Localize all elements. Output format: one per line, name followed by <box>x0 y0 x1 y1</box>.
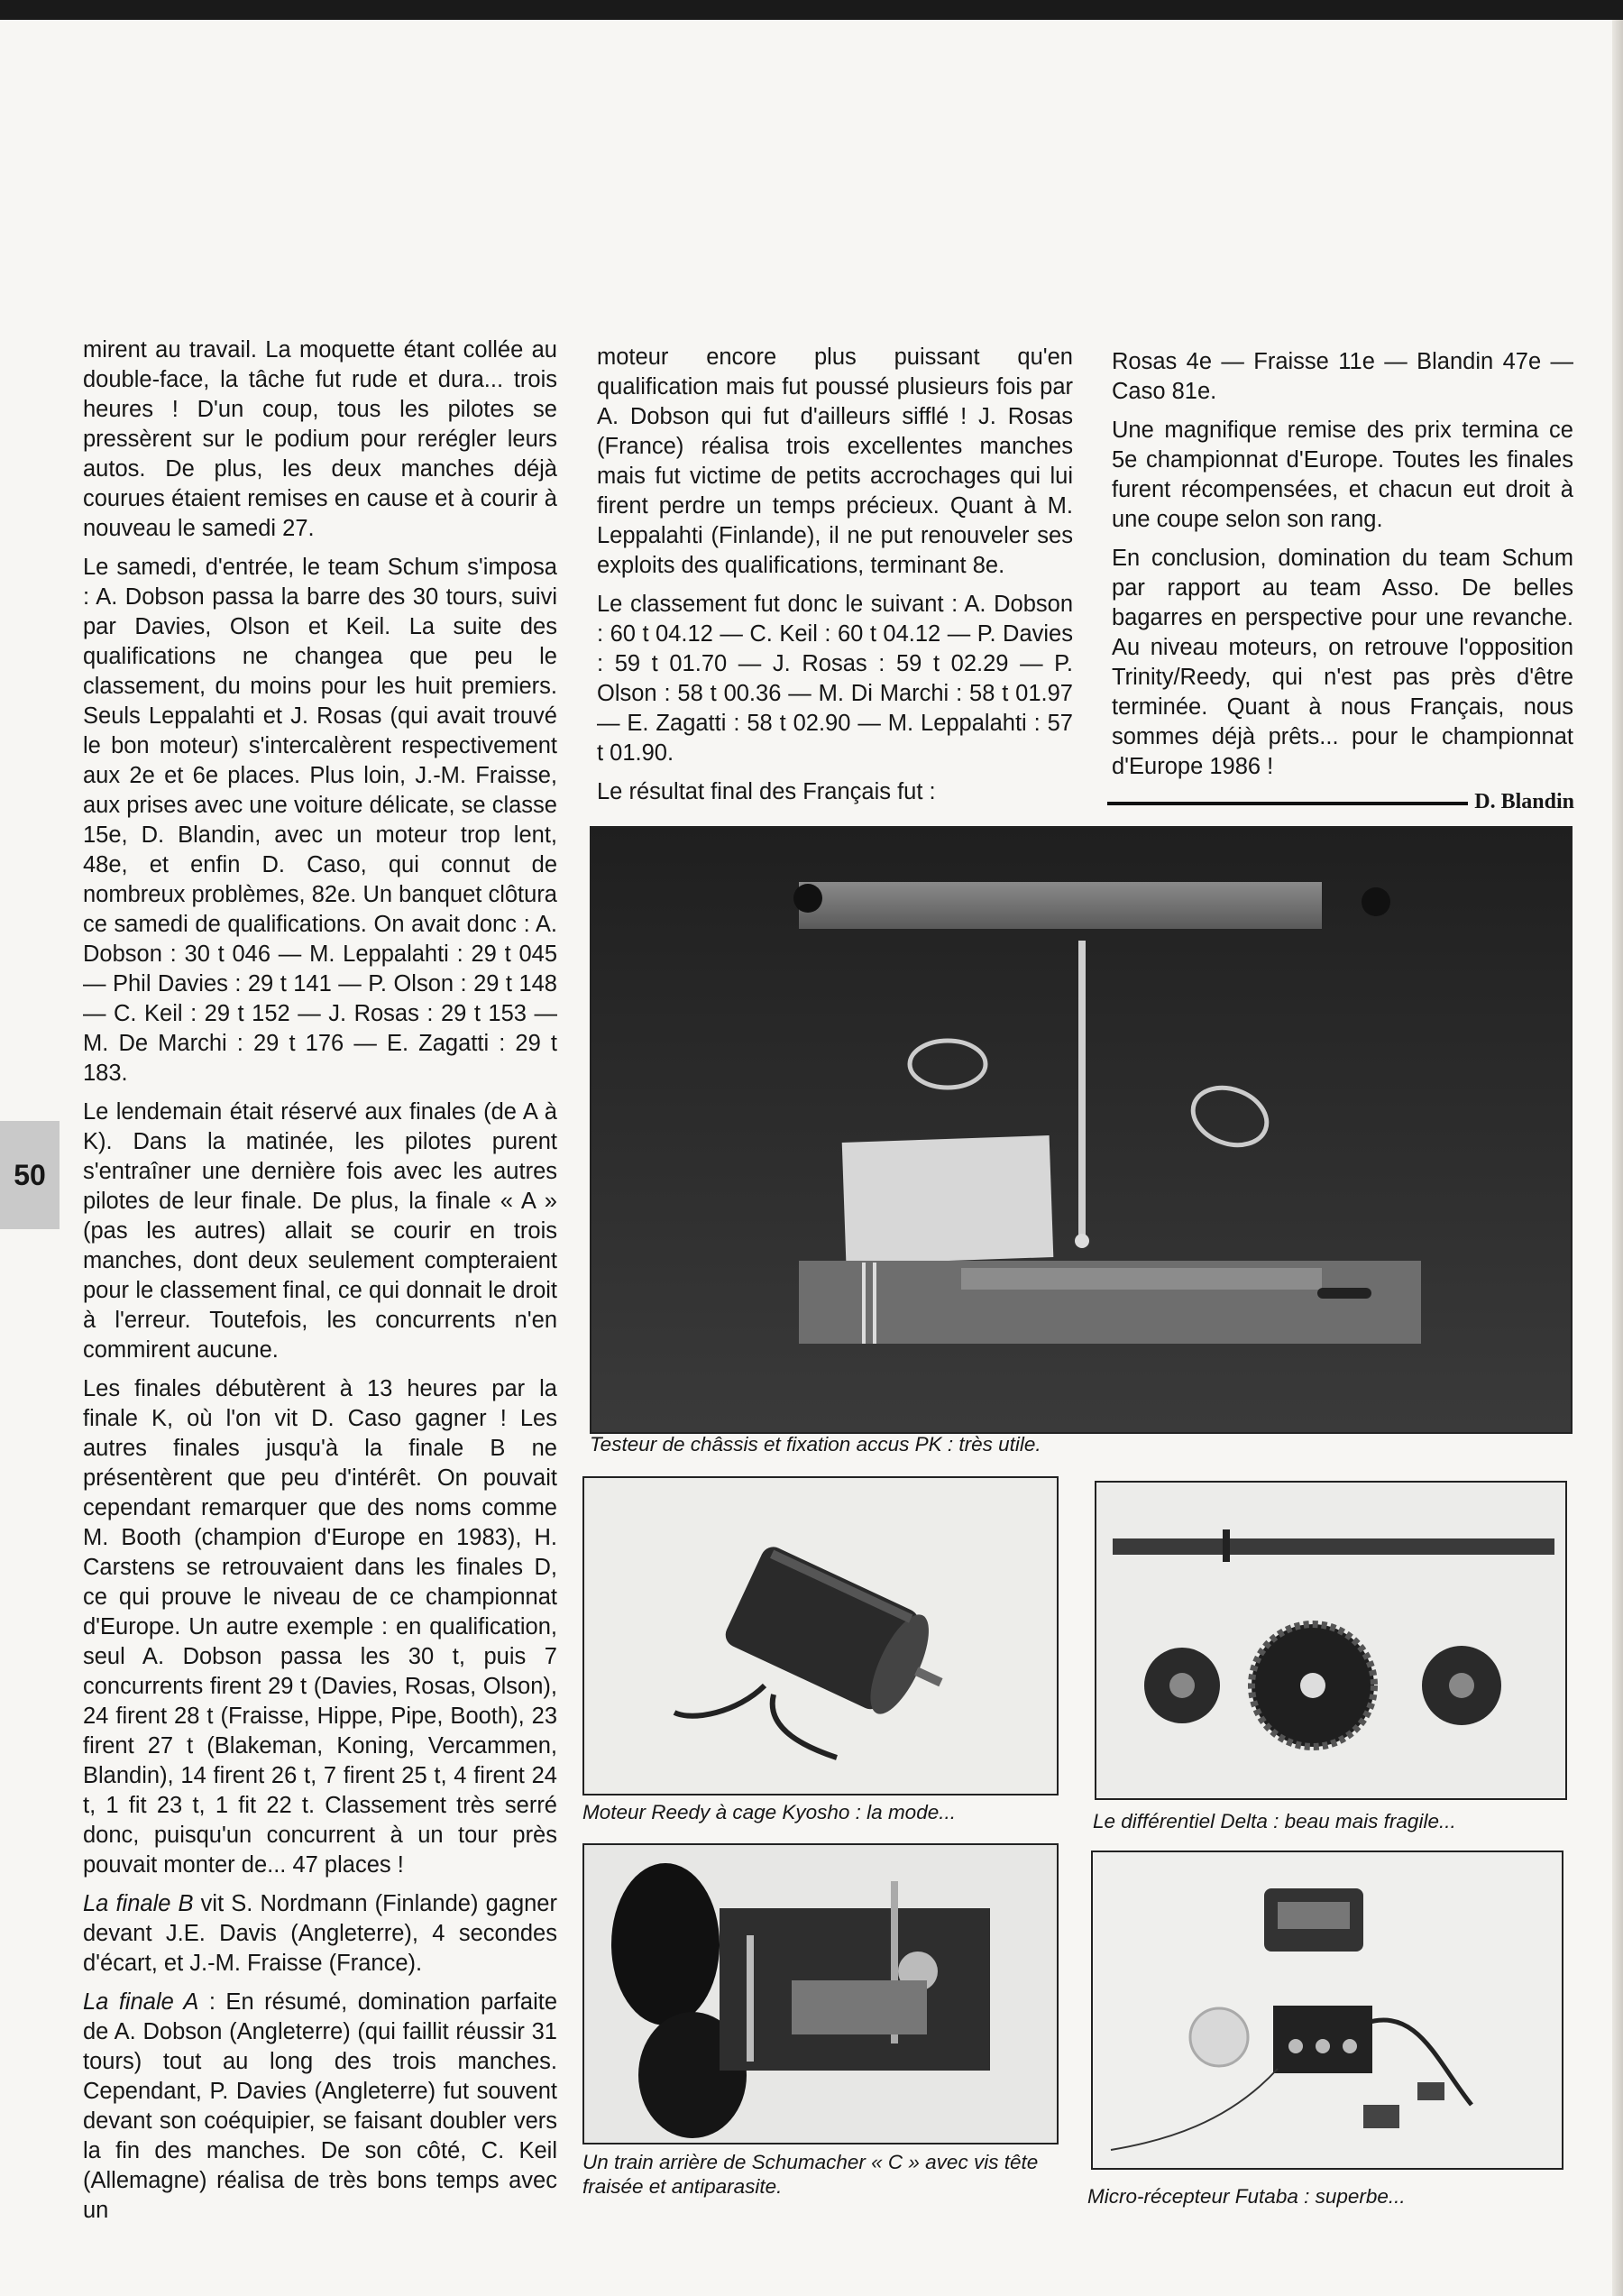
scan-top-border <box>0 0 1623 20</box>
paragraph: Une magnifique remise des prix termina ce 5e championnat d'Europe. Toutes les finales furent récompensées, et chacun eut droit à une coupe selon son rang. <box>1112 418 1573 532</box>
finale-b-text: vit S. Nordmann (Finlande) gagner devant J.E. Davis (Angleterre), 4 secondes d'écart, et J.-M. Fraisse (France). <box>83 1891 557 1976</box>
article-column-3 <box>1112 347 1573 791</box>
finale-a-text: : En résumé, domination parfaite de A. Dobson (Angleterre) (qui faillit réussir 31 tours) tout au long des trois manches. Cependant, P. Davies (Angleterre) fut souvent devant son coéquipier, se faisant doubler vers la fin des manches. De son côté, C. Keil (Allemagne) réalisa de très bons temps avec un <box>83 1989 557 2223</box>
paragraph: Le résultat final des Français fut : <box>597 779 936 804</box>
photo-differential <box>1095 1481 1567 1800</box>
caption-differential: Le différentiel Delta : beau mais fragile... <box>1093 1810 1456 1832</box>
page-number: 50 <box>14 1158 46 1191</box>
paragraph: Le lendemain était réservé aux finales (de A à K). Dans la matinée, les pilotes purent s'entraîner une dernière fois avec les autres pilotes de leur finale. De plus, la finale « A » (pas les autres) allait se courir en trois manches, dont deux seulement compteraient pour le classement final, ce qui donnait le droit à l'erreur. Toutefois, les concurrents n'en commirent aucune. <box>83 1099 557 1363</box>
photo-motor <box>582 1476 1059 1795</box>
signature-rule <box>1107 802 1468 805</box>
caption-motor: Moteur Reedy à cage Kyosho : la mode... <box>582 1801 956 1823</box>
paragraph-finale-a <box>83 1988 557 2226</box>
photo-receiver <box>1091 1851 1563 2170</box>
caption-receiver: Micro-récepteur Futaba : superbe... <box>1087 2185 1406 2208</box>
author-name: D. Blandin <box>1474 790 1574 813</box>
page-binding-edge <box>1612 20 1623 2296</box>
chassis-tester-image <box>591 828 1571 1432</box>
motor-image <box>584 1478 1057 1794</box>
paragraph: Rosas 4e — Fraisse 11e — Blandin 47e — Caso 81e. <box>1112 349 1573 404</box>
finale-b-lead: La finale B <box>83 1891 194 1916</box>
photo-rear-axle <box>582 1843 1059 2144</box>
paragraph: moteur encore plus puissant qu'en qualification mais fut poussé plusieurs fois par A. Dobson qui fut d'ailleurs sifflé ! J. Rosas (France) réalisa trois excellentes manches mais fut victime de petits accrochages qui lui firent perdre un temps précieux. Quant à M. Leppalahti (Finlande), il ne put renouveler ses exploits des qualifications, terminant 8e. <box>597 344 1073 578</box>
rear-axle-image <box>584 1845 1057 2143</box>
paragraph: En conclusion, domination du team Schum par rapport au team Asso. De belles bagarres en perspective pour une revanche. Au niveau moteurs, on retrouve l'opposition Trinity/Reedy, qui n'est pas près d'être terminée. Quant à nous Français, nous sommes déjà prêts... pour le championnat d'Europe 1986 ! <box>1112 546 1573 779</box>
finale-a-lead: La finale A <box>83 1989 199 2015</box>
article-column-2 <box>597 343 1073 816</box>
paragraph: Le classement fut donc le suivant : A. Dobson : 60 t 04.12 — C. Keil : 60 t 04.12 — P. Davies : 59 t 01.70 — J. Rosas : 59 t 02.29 — P. Olson : 58 t 00.36 — M. Di Marchi : 58 t 01.97 — E. Zagatti : 58 t 02.90 — M. Leppalahti : 57 t 01.90. <box>597 592 1073 766</box>
paragraph: Le samedi, d'entrée, le team Schum s'imposa : A. Dobson passa la barre des 30 tours, suivi par Davies, Olson et Keil. La suite des qualifications ne changea que peu le classement, du moins pour les huit premiers. Seuls Leppalahti et J. Rosas (qui avait trouvé le bon moteur) s'intercalèrent respectivement aux 2e et 6e places. Plus loin, J.-M. Fraisse, aux prises avec une voiture délicate, se classe 15e, D. Blandin, avec un moteur trop lent, 48e, et enfin D. Caso, qui connut de nombreux problèmes, 82e. Un banquet clôtura ce samedi de qualifications. On avait donc : A. Dobson : 30 t 046 — M. Leppalahti : 29 t 045 — Phil Davies : 29 t 141 — P. Olson : 29 t 148 — C. Keil : 29 t 152 — J. Rosas : 29 t 153 — M. De Marchi : 29 t 176 — E. Zagatti : 29 t 183. <box>83 555 557 1086</box>
paragraph: Les finales débutèrent à 13 heures par la finale K, où l'on vit D. Caso gagner ! Les autres finales jusqu'à la finale B ne présentèrent que peu d'intérêt. On pouvait cependant remarquer que des noms comme M. Booth (champion d'Europe en 1983), H. Carstens se retrouvaient dans les finales D, ce qui prouve le niveau de ce championnat d'Europe. Un autre exemple : en qualification, seul A. Dobson passa les 30 t, puis 7 concurrents firent 29 t (Davies, Rosas, Olson), 24 firent 28 t (Fraisse, Hippe, Pipe, Booth), 23 firent 27 t (Blakeman, Koning, Vercammen, Blandin), 14 firent 26 t, 7 firent 25 t, 4 firent 24 t, 1 fit 23 t, 1 fit 22 t. Classement très serré donc, puisqu'un concurrent à un tour près pouvait monter de... 47 places ! <box>83 1376 557 1878</box>
author-signature <box>1107 786 1574 817</box>
paragraph-finale-b <box>83 1889 557 1979</box>
article-column-1 <box>83 335 557 2235</box>
paragraph: mirent au travail. La moquette étant collée au double-face, la tâche fut rude et dura... trois heures ! D'un coup, tous les pilotes se pressèrent sur le podium pour rerégler leurs autos. De plus, les deux manches déjà courues étaient remises en cause et à courir à nouveau le samedi 27. <box>83 337 557 541</box>
differential-image <box>1096 1483 1565 1798</box>
caption-rear-axle: Un train arrière de Schumacher « C » avec vis tête fraisée et antiparasite. <box>582 2151 1039 2198</box>
photo-chassis-tester <box>590 826 1573 1434</box>
caption-chassis-tester: Testeur de châssis et fixation accus PK : très utile. <box>590 1433 1041 1456</box>
receiver-image <box>1093 1852 1562 2168</box>
page-number-tab <box>0 1121 60 1229</box>
